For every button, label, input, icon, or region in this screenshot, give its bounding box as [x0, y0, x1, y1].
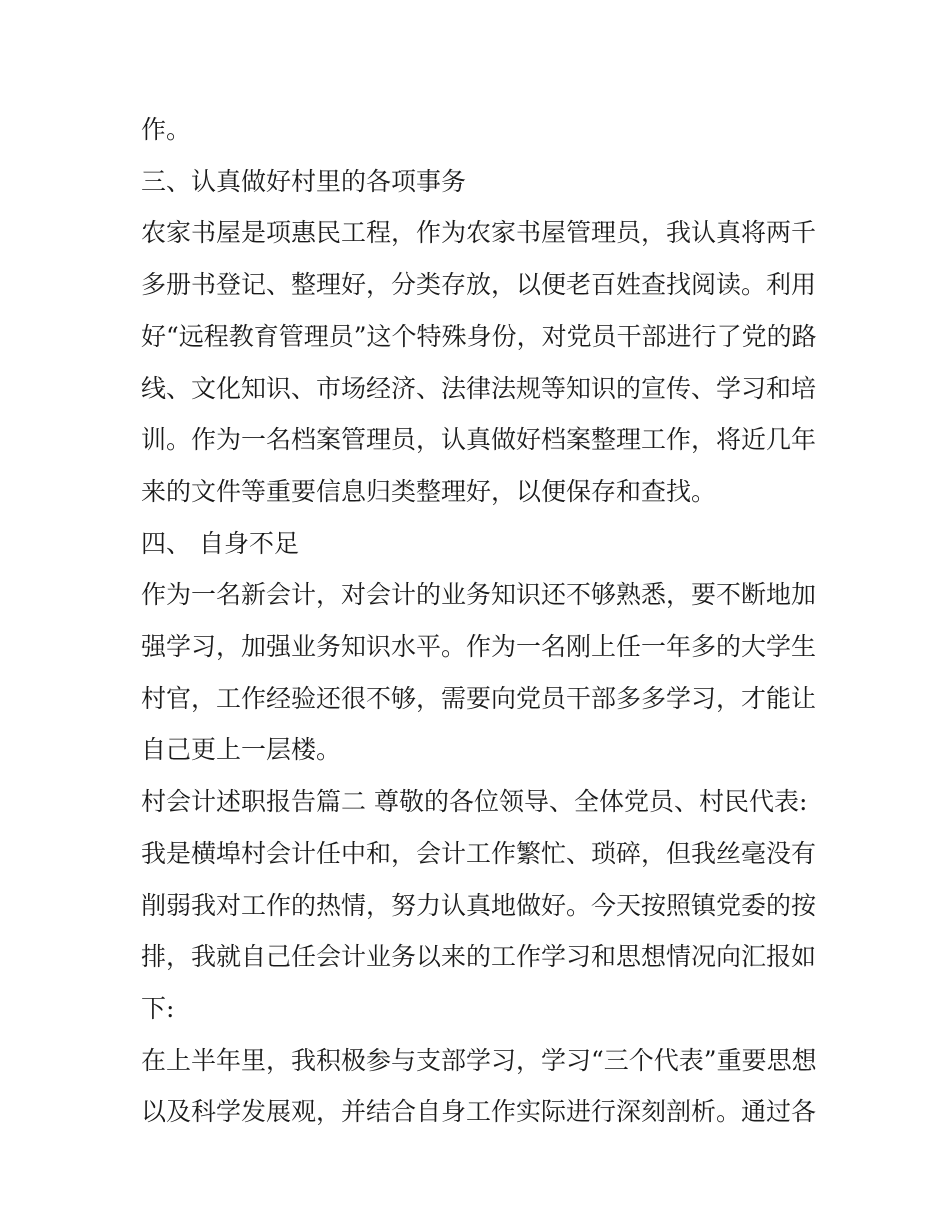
document-body — [141, 104, 821, 1138]
text-line: 训。作为一名档案管理员，认真做好档案整理工作，将近几年 — [141, 425, 817, 455]
text-line: 线、文化知识、市场经济、法律法规等知识的宣传、学习和培 — [141, 373, 817, 403]
text-line: 在上半年里，我积极参与支部学习，学习“三个代表”重要思想 — [141, 1045, 817, 1075]
text-line: 好“远程教育管理员”这个特殊身份，对党员干部进行了党的路 — [141, 321, 817, 351]
text-line: 强学习，加强业务知识水平。作为一名刚上任一年多的大学生 — [141, 632, 817, 662]
section-heading: 三、认真做好村里的各项事务 — [141, 166, 467, 196]
text-line: 作为一名新会计，对会计的业务知识还不够熟悉，要不断地加 — [141, 580, 817, 610]
text-line: 我是横埠村会计任中和，会计工作繁忙、琐碎，但我丝毫没有 — [141, 838, 817, 868]
text-line: 削弱我对工作的热情，努力认真地做好。今天按照镇党委的按 — [141, 890, 817, 920]
text-line: 来的文件等重要信息归类整理好，以便保存和查找。 — [141, 476, 717, 506]
text-line: 下: — [141, 993, 175, 1023]
report-title-line: 村会计述职报告篇二 尊敬的各位领导、全体党员、村民代表: — [141, 787, 808, 817]
text-line: 排，我就自己任会计业务以来的工作学习和思想情况向汇报如 — [141, 942, 817, 972]
text-line: 多册书登记、整理好，分类存放，以便老百姓查找阅读。利用 — [141, 270, 817, 300]
text-line: 农家书屋是项惠民工程，作为农家书屋管理员，我认真将两千 — [141, 218, 817, 248]
text-line: 自己更上一层楼。 — [141, 735, 342, 765]
text-line: 作。 — [141, 115, 192, 144]
section-heading: 四、 自身不足 — [141, 528, 299, 558]
text-line: 村官，工作经验还很不够，需要向党员干部多多学习，才能让 — [141, 683, 817, 713]
text-line: 以及科学发展观，并结合自身工作实际进行深刻剖析。通过各 — [141, 1097, 817, 1127]
